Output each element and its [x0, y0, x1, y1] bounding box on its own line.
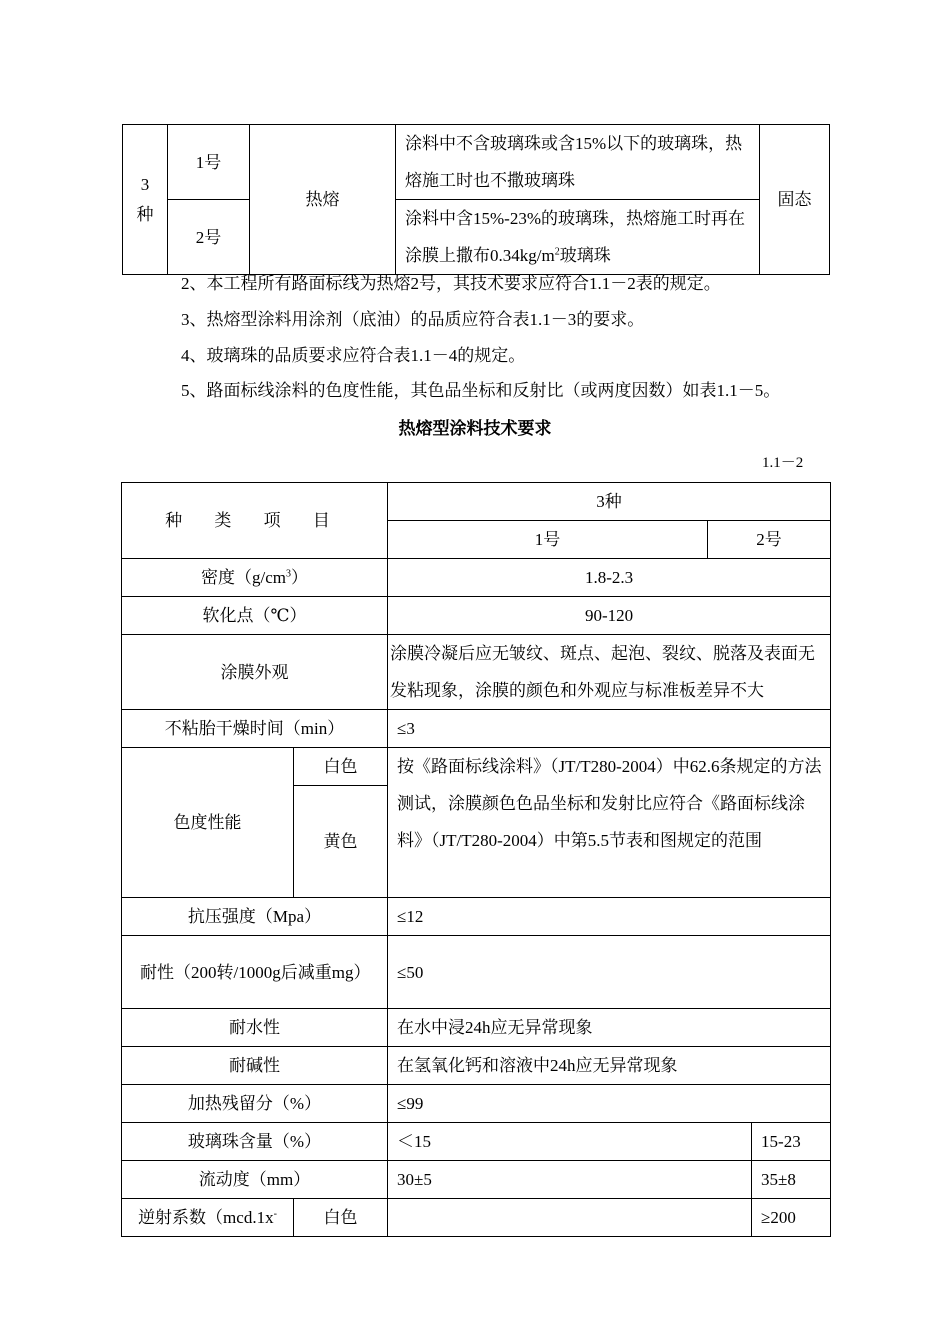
density-value: 1.8-2.3 — [388, 559, 831, 597]
technical-requirements-table — [121, 482, 831, 1237]
water-label: 耐水性 — [122, 1009, 388, 1047]
desc2-post: 玻璃珠 — [559, 246, 611, 265]
alkali-value: 在氢氧化钙和溶液中24h应无异常现象 — [388, 1047, 831, 1085]
density-text: 密度（g/cm — [201, 568, 287, 587]
flow-value-1: 30±5 — [388, 1161, 752, 1199]
dry-value: ≤3 — [388, 710, 831, 748]
method-cell: 热熔 — [250, 125, 396, 275]
paragraph-3: 3、热熔型涂料用涂剂（底油）的品质应符合表1.1－3的要求。 — [181, 310, 645, 329]
paragraph-4: 4、玻璃珠的品质要求应符合表1.1－4的规定。 — [181, 346, 526, 365]
color-value: 按《路面标线涂料》（JT/T280-2004）中62.6条规定的方法测试，涂膜颜色色品坐标和发射比应符合《路面标线涂料》（JT/T280-2004）中第5.5节表和图规定的范围 — [388, 748, 831, 898]
desc1-cell: 涂料中不含玻璃珠或含15%以下的玻璃珠，热熔施工时也不撒玻璃珠 — [396, 125, 760, 200]
bead-value-1: ＜15 — [388, 1123, 752, 1161]
density-label — [122, 559, 388, 597]
state-cell: 固态 — [760, 125, 830, 275]
category-line1: 3 — [140, 174, 150, 194]
retro-text: 逆射系数（mcd.1x — [138, 1208, 274, 1227]
table-number: 1.1－2 — [762, 455, 804, 471]
desc2-sup: 2 — [554, 246, 560, 258]
softening-label: 软化点（℃） — [122, 597, 388, 635]
density-sup: 3 — [286, 568, 292, 580]
flow-label: 流动度（mm） — [122, 1161, 388, 1199]
header-no2-cell: 2号 — [708, 521, 831, 559]
category-line2: 种 — [136, 204, 154, 224]
paragraph-5: 5、路面标线涂料的色度性能，其色品坐标和反射比（或两度因数）如表1.1－5。 — [181, 381, 781, 400]
softening-value: 90-120 — [388, 597, 831, 635]
no2-cell: 2号 — [168, 200, 250, 275]
bead-value-2: 15-23 — [752, 1123, 831, 1161]
paragraph-2: 2、本工程所有路面标线为热熔2号，其技术要求应符合1.1－2表的规定。 — [181, 274, 721, 293]
retro-label — [122, 1199, 294, 1237]
density-close: ） — [291, 568, 309, 587]
retro-value-1 — [388, 1199, 752, 1237]
retro-value-2: ≥200 — [752, 1199, 831, 1237]
retro-white: 白色 — [294, 1199, 388, 1237]
category-cell — [123, 125, 168, 275]
coating-type-table — [122, 124, 830, 275]
white-cell: 白色 — [294, 748, 388, 786]
table-title: 热熔型涂料技术要求 — [398, 419, 552, 438]
compress-value: ≤12 — [388, 898, 831, 936]
header-no1-cell: 1号 — [388, 521, 708, 559]
header-item-cell — [122, 483, 388, 559]
retro-sup: - — [273, 1208, 277, 1220]
residue-label: 加热残留分（%） — [122, 1085, 388, 1123]
film-label: 涂膜外观 — [122, 635, 388, 710]
dry-label: 不粘胎干燥时间（min） — [122, 710, 388, 748]
bead-label: 玻璃珠含量（%） — [122, 1123, 388, 1161]
desc2-text: 涂料中含15%-23%的玻璃珠，热熔施工时再在涂膜上撒布0.34kg/m — [405, 209, 745, 265]
color-label: 色度性能 — [122, 748, 294, 898]
header-kind-cell: 3种 — [388, 483, 831, 521]
flow-value-2: 35±8 — [752, 1161, 831, 1199]
desc2-cell — [396, 200, 760, 275]
residue-value: ≤99 — [388, 1085, 831, 1123]
wear-label: 耐性（200转/1000g后减重mg） — [122, 936, 388, 1009]
alkali-label: 耐碱性 — [122, 1047, 388, 1085]
film-value: 涂膜冷凝后应无皱纹、斑点、起泡、裂纹、脱落及表面无发粘现象，涂膜的颜色和外观应与标准板差异不大 — [388, 635, 831, 710]
wear-value: ≤50 — [388, 936, 831, 1009]
compress-label: 抗压强度（Mpa） — [122, 898, 388, 936]
no1-cell: 1号 — [168, 125, 250, 200]
yellow-cell: 黄色 — [294, 786, 388, 898]
header-item-text: 种 类 项 目 — [165, 511, 344, 530]
water-value: 在水中浸24h应无异常现象 — [388, 1009, 831, 1047]
